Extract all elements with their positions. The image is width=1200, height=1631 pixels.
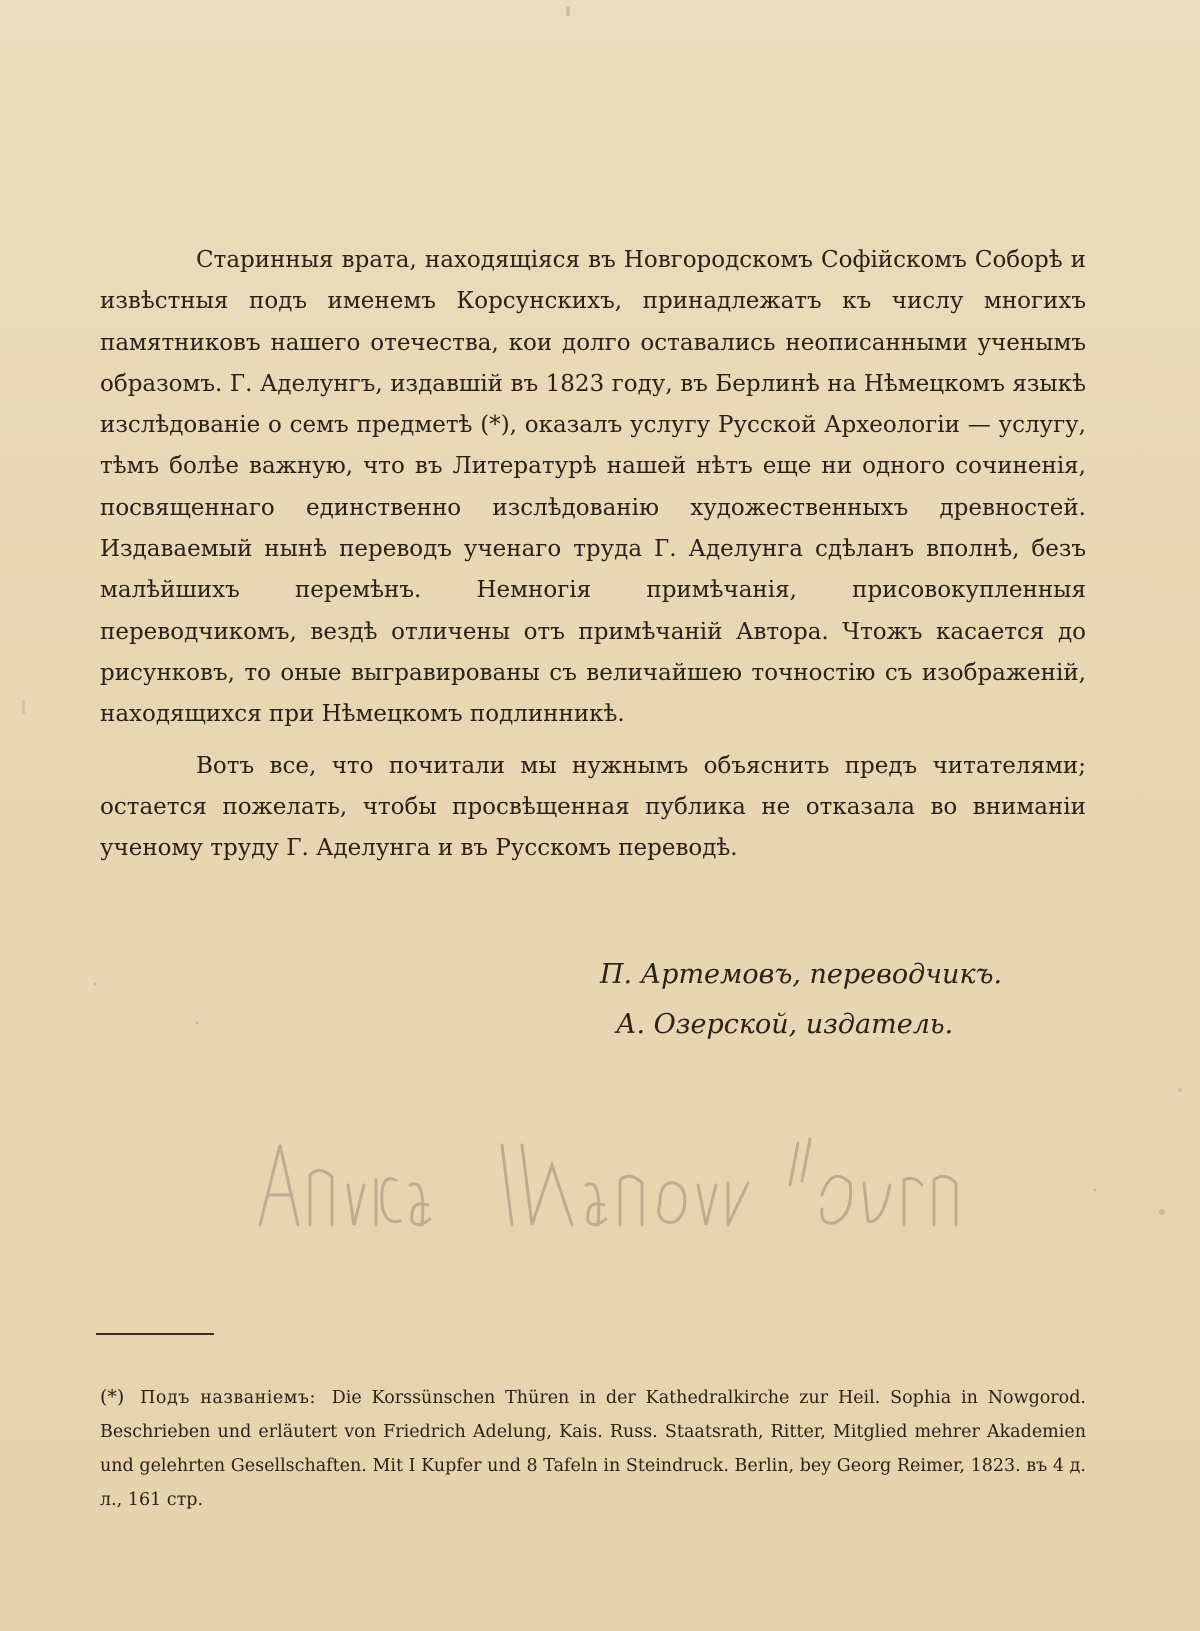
- pencil-inscription-icon: [250, 1125, 990, 1245]
- footnote: [100, 1380, 1086, 1517]
- footnote-marker: (*): [100, 1386, 125, 1408]
- footnote-citation: Die Korssünschen Thüren in der Kathedralkirche zur Heil. Sophia in Nowgorod. Beschrieben und erläutert von Friedrich Adelung, Kais. Russ. Staatsrath, Ritter, Mitglied mehrer Akademien und gelehrten Gesellschaften. Mit I Kupfer und 8 Tafeln in Steindruck. Berlin, bey Georg Reimer, 1823. въ 4 д. л., 161 стр.: [100, 1388, 1086, 1510]
- main-text: [100, 240, 1086, 869]
- paragraph-intro: Старинныя врата, находящіяся въ Новгородскомъ Софійскомъ Соборѣ и извѣстныя подъ именемъ Корсунскихъ, принадлежатъ къ числу многихъ памятниковъ нашего отечества, кои долго оставались неописанными ученымъ образомъ. Г. Аделунгъ, издавшій въ 1823 году, въ Берлинѣ на Нѣмецкомъ языкѣ изслѣдованіе о семъ предметѣ (*), оказалъ услугу Русской Археологіи — услугу, тѣмъ болѣе важную, что въ Литературѣ нашей нѣтъ еще ни одного сочиненія, посвященнаго единственно изслѣдованію художественныхъ древностей. Издаваемый нынѣ переводъ ученаго труда Г. Аделунга сдѣланъ вполнѣ, безъ малѣйшихъ перемѣнъ. Немногія примѣчанія, присовокупленныя переводчикомъ, вездѣ отличены отъ примѣчаній Автора. Чтожъ касается до рисунковъ, то оные выгравированы съ величайшею точностію съ изображеній, находящихся при Нѣмецкомъ подлинникѣ.: [100, 247, 1086, 728]
- signature-translator: П. Артемовъ, переводчикъ.: [600, 959, 1003, 990]
- footnote-intro: Подъ названіемъ:: [140, 1388, 316, 1408]
- signatures: [600, 950, 1070, 1050]
- footnote-rule: [96, 1333, 214, 1335]
- paragraph-closing: Вотъ все, что почитали мы нужнымъ объяснить предъ читателями; остается пожелать, чтобы просвѣщенная публика не отказала во вниманіи ученому труду Г. Аделунга и въ Русскомъ переводѣ.: [100, 752, 1086, 862]
- signature-publisher: А. Озерской, издатель.: [616, 1009, 954, 1040]
